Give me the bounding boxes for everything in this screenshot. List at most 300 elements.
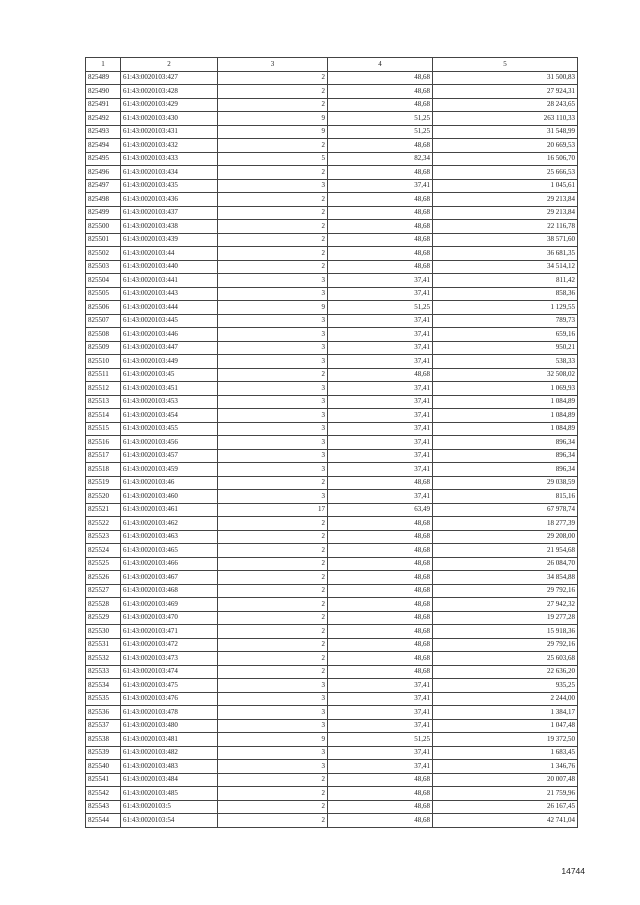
- table-cell-col-1: 825511: [86, 368, 121, 382]
- table-cell-col-1: 825538: [86, 733, 121, 747]
- table-cell-col-5: 32 508,02: [433, 368, 578, 382]
- table-cell-col-3: 2: [218, 638, 328, 652]
- table-cell-col-3: 2: [218, 517, 328, 531]
- table-row: [86, 233, 578, 247]
- table-cell-col-1: 825501: [86, 233, 121, 247]
- table-cell-col-4: 48,68: [328, 571, 433, 585]
- table-cell-col-3: 17: [218, 503, 328, 517]
- table-cell-col-3: 2: [218, 166, 328, 180]
- table-cell-col-3: 2: [218, 544, 328, 558]
- table-cell-col-1: 825518: [86, 463, 121, 477]
- table-cell-col-5: 1 129,55: [433, 301, 578, 315]
- table-cell-col-4: 37,41: [328, 706, 433, 720]
- table-row: [86, 98, 578, 112]
- table-cell-col-1: 825494: [86, 139, 121, 153]
- table-cell-col-1: 825515: [86, 422, 121, 436]
- table-cell-col-1: 825504: [86, 274, 121, 288]
- table-cell-col-3: 3: [218, 490, 328, 504]
- table-row: [86, 274, 578, 288]
- table-cell-col-2: 61:43:0020103:5: [121, 800, 218, 814]
- table-row: [86, 328, 578, 342]
- table-cell-col-2: 61:43:0020103:484: [121, 773, 218, 787]
- table-cell-col-2: 61:43:0020103:435: [121, 179, 218, 193]
- table-cell-col-4: 48,68: [328, 625, 433, 639]
- table-cell-col-3: 3: [218, 436, 328, 450]
- table-cell-col-1: 825517: [86, 449, 121, 463]
- table-cell-col-1: 825500: [86, 220, 121, 234]
- table-cell-col-4: 51,25: [328, 125, 433, 139]
- table-cell-col-5: 1 045,61: [433, 179, 578, 193]
- table-cell-col-1: 825533: [86, 665, 121, 679]
- table-cell-col-3: 3: [218, 382, 328, 396]
- table-cell-col-4: 48,68: [328, 598, 433, 612]
- table-cell-col-3: 2: [218, 71, 328, 85]
- table-cell-col-1: 825523: [86, 530, 121, 544]
- table-cell-col-4: 82,34: [328, 152, 433, 166]
- table-cell-col-1: 825506: [86, 301, 121, 315]
- table-row: [86, 463, 578, 477]
- table-cell-col-1: 825509: [86, 341, 121, 355]
- table-row: [86, 787, 578, 801]
- table-cell-col-2: 61:43:0020103:466: [121, 557, 218, 571]
- table-cell-col-3: 2: [218, 652, 328, 666]
- column-header-4: 4: [328, 58, 433, 72]
- table-cell-col-2: 61:43:0020103:467: [121, 571, 218, 585]
- table-cell-col-4: 48,68: [328, 814, 433, 828]
- table-cell-col-3: 3: [218, 746, 328, 760]
- table-cell-col-2: 61:43:0020103:431: [121, 125, 218, 139]
- table-cell-col-5: 34 854,88: [433, 571, 578, 585]
- table-cell-col-1: 825534: [86, 679, 121, 693]
- table-cell-col-3: 9: [218, 301, 328, 315]
- table-header: [86, 58, 578, 72]
- table-cell-col-5: 31 500,83: [433, 71, 578, 85]
- table-cell-col-4: 48,68: [328, 260, 433, 274]
- table-cell-col-5: 42 741,04: [433, 814, 578, 828]
- table-row: [86, 476, 578, 490]
- table-cell-col-4: 48,68: [328, 611, 433, 625]
- table-cell-col-3: 9: [218, 733, 328, 747]
- table-cell-col-5: 811,42: [433, 274, 578, 288]
- table-cell-col-3: 2: [218, 247, 328, 261]
- table-cell-col-2: 61:43:0020103:429: [121, 98, 218, 112]
- column-header-2: 2: [121, 58, 218, 72]
- table-cell-col-1: 825537: [86, 719, 121, 733]
- table-cell-col-1: 825542: [86, 787, 121, 801]
- table-cell-col-4: 37,41: [328, 395, 433, 409]
- table-cell-col-1: 825497: [86, 179, 121, 193]
- table-cell-col-3: 9: [218, 112, 328, 126]
- table-cell-col-4: 48,68: [328, 206, 433, 220]
- table-cell-col-2: 61:43:0020103:454: [121, 409, 218, 423]
- table-cell-col-5: 896,34: [433, 436, 578, 450]
- table-cell-col-5: 29 792,16: [433, 638, 578, 652]
- table-cell-col-1: 825507: [86, 314, 121, 328]
- table-cell-col-1: 825539: [86, 746, 121, 760]
- table-row: [86, 341, 578, 355]
- table-row: [86, 692, 578, 706]
- table-cell-col-5: 858,36: [433, 287, 578, 301]
- table-cell-col-2: 61:43:0020103:482: [121, 746, 218, 760]
- table-cell-col-1: 825513: [86, 395, 121, 409]
- table-cell-col-1: 825529: [86, 611, 121, 625]
- page-number: 14744: [561, 866, 585, 876]
- table-cell-col-5: 1 084,89: [433, 422, 578, 436]
- table-cell-col-5: 1 084,89: [433, 409, 578, 423]
- table-row: [86, 652, 578, 666]
- table-cell-col-2: 61:43:0020103:427: [121, 71, 218, 85]
- table-row: [86, 125, 578, 139]
- table-cell-col-1: 825492: [86, 112, 121, 126]
- table-cell-col-4: 63,49: [328, 503, 433, 517]
- table-cell-col-5: 22 116,78: [433, 220, 578, 234]
- table-cell-col-5: 22 636,20: [433, 665, 578, 679]
- table-row: [86, 152, 578, 166]
- table-cell-col-2: 61:43:0020103:445: [121, 314, 218, 328]
- table-cell-col-3: 2: [218, 773, 328, 787]
- table-cell-col-3: 2: [218, 665, 328, 679]
- table-row: [86, 814, 578, 828]
- table-cell-col-4: 48,68: [328, 166, 433, 180]
- table-cell-col-1: 825519: [86, 476, 121, 490]
- table-cell-col-4: 37,41: [328, 760, 433, 774]
- table-cell-col-3: 2: [218, 625, 328, 639]
- table-cell-col-2: 61:43:0020103:432: [121, 139, 218, 153]
- table-cell-col-3: 2: [218, 85, 328, 99]
- table-cell-col-1: 825527: [86, 584, 121, 598]
- table-cell-col-4: 48,68: [328, 665, 433, 679]
- table-row: [86, 760, 578, 774]
- table-cell-col-2: 61:43:0020103:461: [121, 503, 218, 517]
- table-cell-col-1: 825521: [86, 503, 121, 517]
- table-cell-col-1: 825540: [86, 760, 121, 774]
- table-cell-col-3: 2: [218, 260, 328, 274]
- table-cell-col-2: 61:43:0020103:433: [121, 152, 218, 166]
- table-cell-col-4: 48,68: [328, 517, 433, 531]
- table-row: [86, 598, 578, 612]
- table-cell-col-1: 825532: [86, 652, 121, 666]
- table-cell-col-3: 3: [218, 706, 328, 720]
- table-cell-col-5: 27 924,31: [433, 85, 578, 99]
- table-cell-col-1: 825491: [86, 98, 121, 112]
- table-cell-col-2: 61:43:0020103:459: [121, 463, 218, 477]
- table-cell-col-3: 2: [218, 787, 328, 801]
- table-cell-col-4: 48,68: [328, 557, 433, 571]
- table-row: [86, 71, 578, 85]
- table-cell-col-4: 48,68: [328, 800, 433, 814]
- table-cell-col-2: 61:43:0020103:440: [121, 260, 218, 274]
- table-row: [86, 436, 578, 450]
- table-cell-col-5: 20 007,48: [433, 773, 578, 787]
- table-cell-col-4: 48,68: [328, 220, 433, 234]
- table-cell-col-3: 3: [218, 463, 328, 477]
- table-cell-col-4: 48,68: [328, 98, 433, 112]
- table-cell-col-5: 1 047,48: [433, 719, 578, 733]
- table-row: [86, 395, 578, 409]
- table-cell-col-5: 18 277,39: [433, 517, 578, 531]
- table-cell-col-4: 48,68: [328, 773, 433, 787]
- table-cell-col-5: 29 038,59: [433, 476, 578, 490]
- table-cell-col-3: 2: [218, 598, 328, 612]
- table-cell-col-1: 825528: [86, 598, 121, 612]
- table-cell-col-1: 825490: [86, 85, 121, 99]
- table-cell-col-1: 825503: [86, 260, 121, 274]
- table-cell-col-1: 825512: [86, 382, 121, 396]
- table-cell-col-1: 825525: [86, 557, 121, 571]
- table-cell-col-4: 48,68: [328, 193, 433, 207]
- table-cell-col-2: 61:43:0020103:437: [121, 206, 218, 220]
- table-cell-col-5: 263 110,33: [433, 112, 578, 126]
- column-header-1: 1: [86, 58, 121, 72]
- table-cell-col-4: 37,41: [328, 490, 433, 504]
- table-cell-col-5: 29 208,00: [433, 530, 578, 544]
- table-cell-col-3: 2: [218, 368, 328, 382]
- table-cell-col-2: 61:43:0020103:463: [121, 530, 218, 544]
- table-cell-col-4: 37,41: [328, 314, 433, 328]
- table-cell-col-2: 61:43:0020103:469: [121, 598, 218, 612]
- table-row: [86, 530, 578, 544]
- table-cell-col-4: 51,25: [328, 112, 433, 126]
- table-row: [86, 301, 578, 315]
- table-cell-col-2: 61:43:0020103:468: [121, 584, 218, 598]
- table-cell-col-5: 1 384,17: [433, 706, 578, 720]
- table-row: [86, 544, 578, 558]
- table-row: [86, 638, 578, 652]
- table-cell-col-1: 825516: [86, 436, 121, 450]
- table-row: [86, 382, 578, 396]
- table-cell-col-5: 789,73: [433, 314, 578, 328]
- table-cell-col-5: 38 571,60: [433, 233, 578, 247]
- table-cell-col-4: 48,68: [328, 368, 433, 382]
- table-cell-col-4: 48,68: [328, 476, 433, 490]
- table-cell-col-3: 2: [218, 571, 328, 585]
- table-cell-col-1: 825541: [86, 773, 121, 787]
- table-cell-col-3: 3: [218, 692, 328, 706]
- table-row: [86, 260, 578, 274]
- table-cell-col-3: 3: [218, 341, 328, 355]
- table-cell-col-5: 2 244,00: [433, 692, 578, 706]
- table-cell-col-2: 61:43:0020103:481: [121, 733, 218, 747]
- table-cell-col-2: 61:43:0020103:430: [121, 112, 218, 126]
- table-cell-col-4: 37,41: [328, 409, 433, 423]
- table-cell-col-1: 825535: [86, 692, 121, 706]
- table-cell-col-4: 37,41: [328, 449, 433, 463]
- table-cell-col-1: 825510: [86, 355, 121, 369]
- table-cell-col-3: 2: [218, 584, 328, 598]
- table-cell-col-4: 48,68: [328, 638, 433, 652]
- table-cell-col-3: 3: [218, 679, 328, 693]
- table-row: [86, 517, 578, 531]
- table-cell-col-5: 15 918,36: [433, 625, 578, 639]
- table-cell-col-3: 9: [218, 125, 328, 139]
- table-cell-col-2: 61:43:0020103:471: [121, 625, 218, 639]
- table-cell-col-4: 37,41: [328, 382, 433, 396]
- table-cell-col-5: 896,34: [433, 463, 578, 477]
- table-cell-col-1: 825543: [86, 800, 121, 814]
- table-cell-col-2: 61:43:0020103:428: [121, 85, 218, 99]
- table-cell-col-1: 825531: [86, 638, 121, 652]
- table-cell-col-5: 29 213,84: [433, 193, 578, 207]
- table-cell-col-2: 61:43:0020103:434: [121, 166, 218, 180]
- table-cell-col-1: 825544: [86, 814, 121, 828]
- table-cell-col-3: 3: [218, 274, 328, 288]
- table-cell-col-2: 61:43:0020103:462: [121, 517, 218, 531]
- table-cell-col-1: 825499: [86, 206, 121, 220]
- table-cell-col-5: 26 167,45: [433, 800, 578, 814]
- table-cell-col-3: 2: [218, 98, 328, 112]
- table-cell-col-5: 36 681,35: [433, 247, 578, 261]
- table-cell-col-2: 61:43:0020103:476: [121, 692, 218, 706]
- table-cell-col-3: 2: [218, 800, 328, 814]
- table-row: [86, 193, 578, 207]
- table-cell-col-3: 2: [218, 530, 328, 544]
- table-cell-col-4: 48,68: [328, 71, 433, 85]
- table-row: [86, 314, 578, 328]
- table-cell-col-3: 3: [218, 395, 328, 409]
- table-cell-col-5: 16 506,70: [433, 152, 578, 166]
- table-body: [86, 71, 578, 827]
- table-cell-col-4: 37,41: [328, 274, 433, 288]
- table-row: [86, 706, 578, 720]
- table-cell-col-3: 3: [218, 328, 328, 342]
- table-cell-col-2: 61:43:0020103:478: [121, 706, 218, 720]
- table-cell-col-4: 37,41: [328, 422, 433, 436]
- table-cell-col-1: 825505: [86, 287, 121, 301]
- table-cell-col-3: 2: [218, 611, 328, 625]
- table-cell-col-2: 61:43:0020103:436: [121, 193, 218, 207]
- table-cell-col-1: 825514: [86, 409, 121, 423]
- table-row: [86, 679, 578, 693]
- table-row: [86, 166, 578, 180]
- table-cell-col-2: 61:43:0020103:474: [121, 665, 218, 679]
- table-cell-col-2: 61:43:0020103:439: [121, 233, 218, 247]
- table-cell-col-5: 659,16: [433, 328, 578, 342]
- table-cell-col-5: 815,16: [433, 490, 578, 504]
- table-cell-col-2: 61:43:0020103:441: [121, 274, 218, 288]
- table-row: [86, 85, 578, 99]
- table-cell-col-4: 37,41: [328, 436, 433, 450]
- table-cell-col-2: 61:43:0020103:456: [121, 436, 218, 450]
- table-row: [86, 733, 578, 747]
- table-cell-col-2: 61:43:0020103:485: [121, 787, 218, 801]
- table-cell-col-4: 37,41: [328, 341, 433, 355]
- table-cell-col-4: 37,41: [328, 679, 433, 693]
- table-cell-col-1: 825520: [86, 490, 121, 504]
- table-cell-col-5: 25 666,53: [433, 166, 578, 180]
- table-cell-col-2: 61:43:0020103:472: [121, 638, 218, 652]
- table-row: [86, 355, 578, 369]
- table-row: [86, 584, 578, 598]
- table-cell-col-5: 25 603,68: [433, 652, 578, 666]
- table-cell-col-2: 61:43:0020103:460: [121, 490, 218, 504]
- table-cell-col-1: 825496: [86, 166, 121, 180]
- table-cell-col-2: 61:43:0020103:447: [121, 341, 218, 355]
- table-cell-col-3: 3: [218, 449, 328, 463]
- table-cell-col-3: 3: [218, 179, 328, 193]
- table-cell-col-4: 51,25: [328, 301, 433, 315]
- table-cell-col-5: 950,21: [433, 341, 578, 355]
- table-cell-col-3: 5: [218, 152, 328, 166]
- table-row: [86, 247, 578, 261]
- table-row: [86, 409, 578, 423]
- table-cell-col-1: 825502: [86, 247, 121, 261]
- table-cell-col-4: 37,41: [328, 463, 433, 477]
- table-cell-col-4: 48,68: [328, 85, 433, 99]
- table-cell-col-3: 3: [218, 287, 328, 301]
- table-cell-col-2: 61:43:0020103:473: [121, 652, 218, 666]
- table-cell-col-3: 3: [218, 719, 328, 733]
- table-cell-col-3: 2: [218, 139, 328, 153]
- table-row: [86, 422, 578, 436]
- table-row: [86, 490, 578, 504]
- table-cell-col-5: 27 942,32: [433, 598, 578, 612]
- table-cell-col-1: 825508: [86, 328, 121, 342]
- table-row: [86, 179, 578, 193]
- table-cell-col-4: 48,68: [328, 544, 433, 558]
- table-cell-col-3: 3: [218, 422, 328, 436]
- data-table: [85, 57, 578, 828]
- header-row: [86, 58, 578, 72]
- table-cell-col-2: 61:43:0020103:475: [121, 679, 218, 693]
- table-cell-col-5: 896,34: [433, 449, 578, 463]
- table-cell-col-5: 21 954,68: [433, 544, 578, 558]
- table-cell-col-1: 825489: [86, 71, 121, 85]
- table-cell-col-5: 1 683,45: [433, 746, 578, 760]
- table-cell-col-5: 26 084,70: [433, 557, 578, 571]
- table-cell-col-3: 2: [218, 193, 328, 207]
- table-cell-col-5: 31 548,99: [433, 125, 578, 139]
- table-cell-col-5: 29 213,84: [433, 206, 578, 220]
- table-row: [86, 611, 578, 625]
- table-cell-col-4: 48,68: [328, 584, 433, 598]
- table-cell-col-3: 2: [218, 476, 328, 490]
- table-cell-col-1: 825530: [86, 625, 121, 639]
- table-cell-col-3: 3: [218, 760, 328, 774]
- table-cell-col-1: 825498: [86, 193, 121, 207]
- table-cell-col-2: 61:43:0020103:444: [121, 301, 218, 315]
- column-header-3: 3: [218, 58, 328, 72]
- table-cell-col-2: 61:43:0020103:446: [121, 328, 218, 342]
- table-cell-col-5: 28 243,65: [433, 98, 578, 112]
- table-cell-col-2: 61:43:0020103:465: [121, 544, 218, 558]
- table-cell-col-4: 37,41: [328, 179, 433, 193]
- table-cell-col-2: 61:43:0020103:480: [121, 719, 218, 733]
- table-cell-col-5: 935,25: [433, 679, 578, 693]
- table-cell-col-2: 61:43:0020103:46: [121, 476, 218, 490]
- table-cell-col-5: 1 346,76: [433, 760, 578, 774]
- table-cell-col-5: 1 084,89: [433, 395, 578, 409]
- table-cell-col-5: 19 277,28: [433, 611, 578, 625]
- table-cell-col-5: 67 978,74: [433, 503, 578, 517]
- table-row: [86, 220, 578, 234]
- table-cell-col-4: 37,41: [328, 692, 433, 706]
- table-cell-col-1: 825536: [86, 706, 121, 720]
- table-cell-col-4: 37,41: [328, 287, 433, 301]
- table-cell-col-1: 825522: [86, 517, 121, 531]
- table-cell-col-2: 61:43:0020103:438: [121, 220, 218, 234]
- table-row: [86, 800, 578, 814]
- table-cell-col-1: 825493: [86, 125, 121, 139]
- table-cell-col-3: 2: [218, 206, 328, 220]
- table-cell-col-3: 2: [218, 814, 328, 828]
- table-cell-col-4: 48,68: [328, 233, 433, 247]
- table-cell-col-4: 37,41: [328, 328, 433, 342]
- table-row: [86, 625, 578, 639]
- table-cell-col-4: 48,68: [328, 139, 433, 153]
- table-cell-col-1: 825524: [86, 544, 121, 558]
- table-row: [86, 112, 578, 126]
- table-row: [86, 719, 578, 733]
